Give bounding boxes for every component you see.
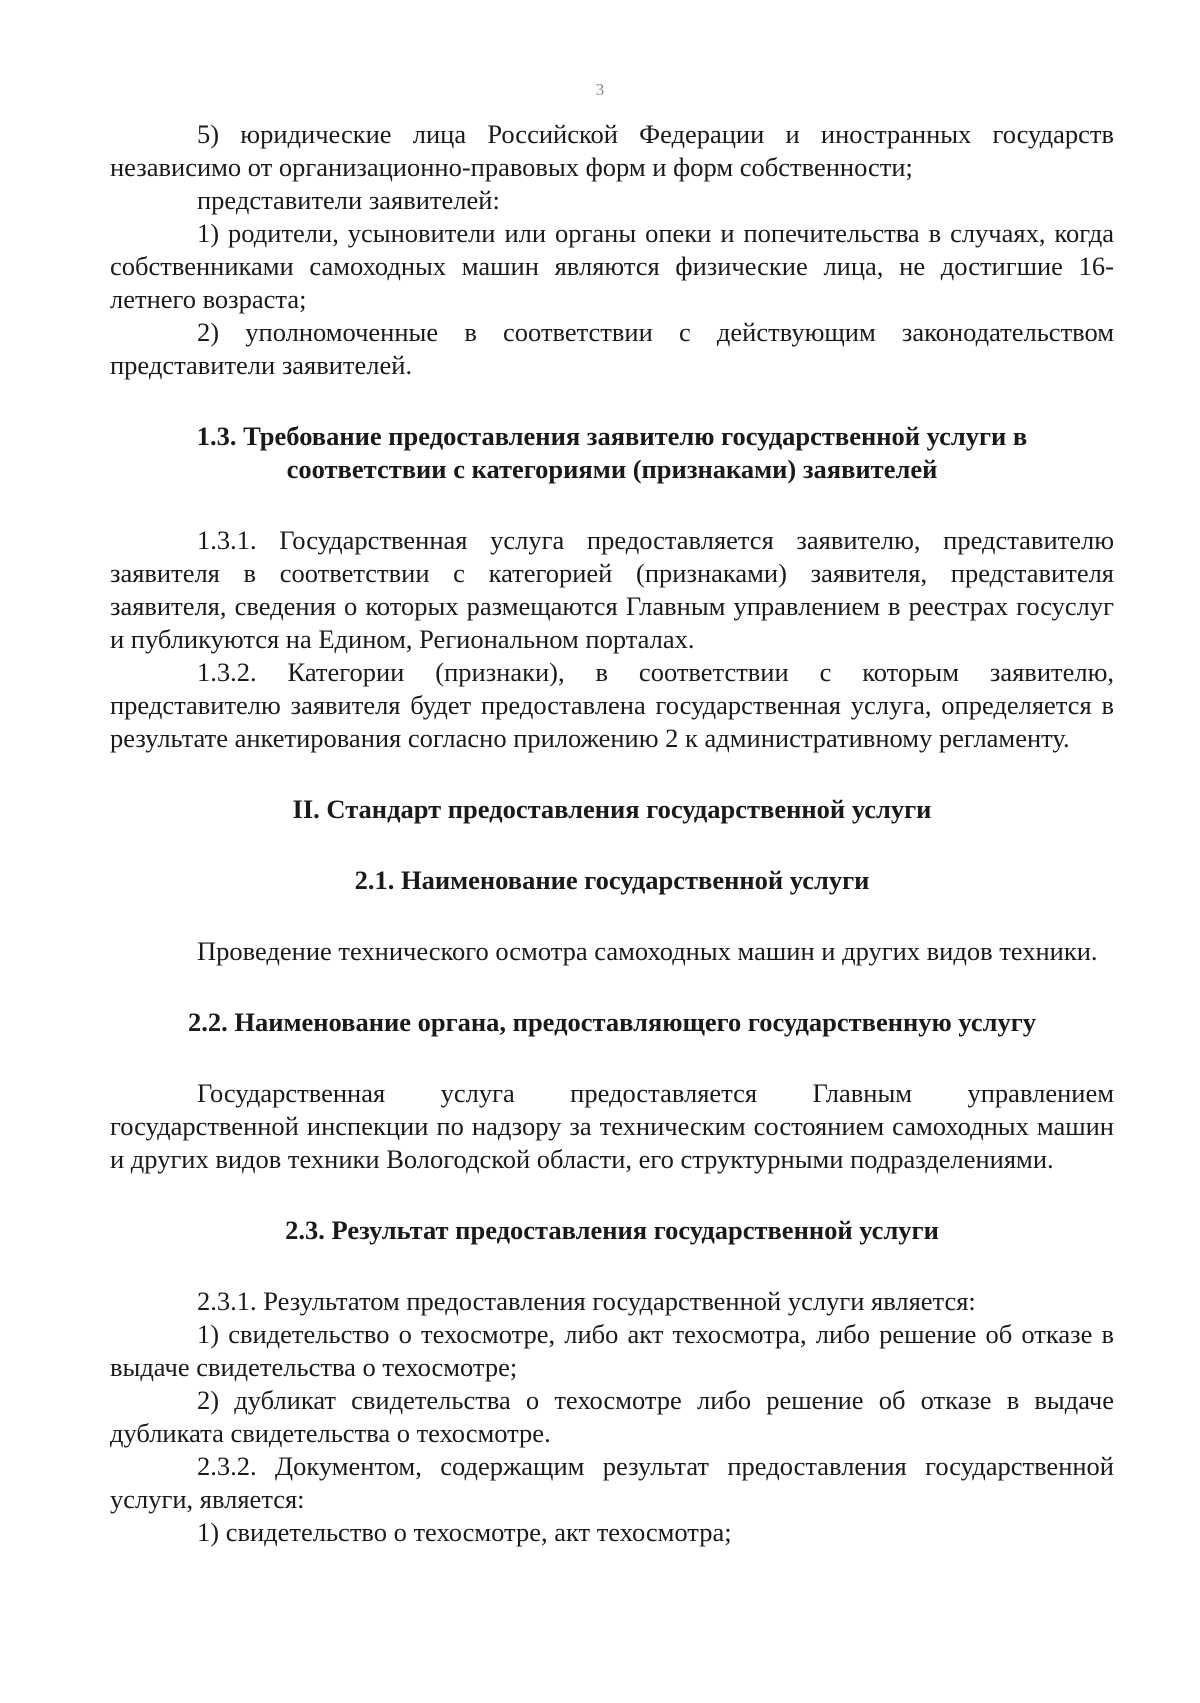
heading-section-2-3: 2.3. Результат предоставления государственной услуги (285, 1215, 939, 1245)
paragraph-2-2: Государственная услуга предоставляется Главным управлением государственной инспекции по надзору за техническим состоянием самоходных машин и других видов техники Вологодской области, его структурными подразделениями. (110, 1078, 1114, 1174)
heading-section-2: II. Стандарт предоставления государственной услуги (292, 794, 932, 824)
paragraph-2-3-1: 2.3.1. Результатом предоставления государственной услуги является: (197, 1286, 976, 1316)
paragraph-1-3-1: 1.3.1. Государственная услуга предоставляется заявителю, представителю заявителя в соответствии с категорией (признаками) заявителя, представителя заявителя, сведения о которых размещаются Главным управлением в реестрах госуслуг и публикуются на Едином, Региональном порталах. (110, 525, 1114, 654)
paragraph-2-1: Проведение технического осмотра самоходных машин и других видов техники. (197, 936, 1098, 966)
paragraph-2-3-2: 2.3.2. Документом, содержащим результат предоставления государственной услуги, является: (110, 1451, 1114, 1514)
paragraph-2-3-1-item-2: 2) дубликат свидетельства о техосмотре либо решение об отказе в выдаче дубликата свидетельства о техосмотре. (110, 1385, 1114, 1448)
page-number: 3 (595, 80, 605, 99)
paragraph-representatives-intro: представители заявителей: (197, 185, 500, 215)
paragraph-authorized-representatives: 2) уполномоченные в соответствии с действующим законодательством представители заявителей. (110, 317, 1114, 380)
paragraph-2-3-2-item-1: 1) свидетельство о техосмотре, акт техосмотра; (197, 1517, 732, 1547)
paragraph-1-3-2: 1.3.2. Категории (признаки), в соответствии с которым заявителю, представителю заявителя будет предоставлена государственная услуга, определяется в результате анкетирования согласно приложению 2 к административному регламенту. (110, 657, 1114, 753)
heading-section-2-1: 2.1. Наименование государственной услуги (354, 865, 870, 895)
paragraph-2-3-1-item-1: 1) свидетельство о техосмотре, либо акт техосмотра, либо решение об отказе в выдаче свидетельства о техосмотре; (110, 1319, 1114, 1382)
paragraph-legal-entities: 5) юридические лица Российской Федерации и иностранных государств независимо от организационно-правовых форм и форм собственности; (110, 119, 1114, 182)
paragraph-parents-guardians: 1) родители, усыновители или органы опеки и попечительства в случаях, когда собственниками самоходных машин являются физические лица, не достигшие 16-летнего возраста; (110, 218, 1114, 314)
document-body (110, 118, 1114, 1549)
heading-section-1-3: 1.3. Требование предоставления заявителю государственной услуги в соответствии с категориями (признаками) заявителей (196, 421, 1028, 484)
heading-section-2-2: 2.2. Наименование органа, предоставляющего государственную услугу (187, 1007, 1037, 1037)
